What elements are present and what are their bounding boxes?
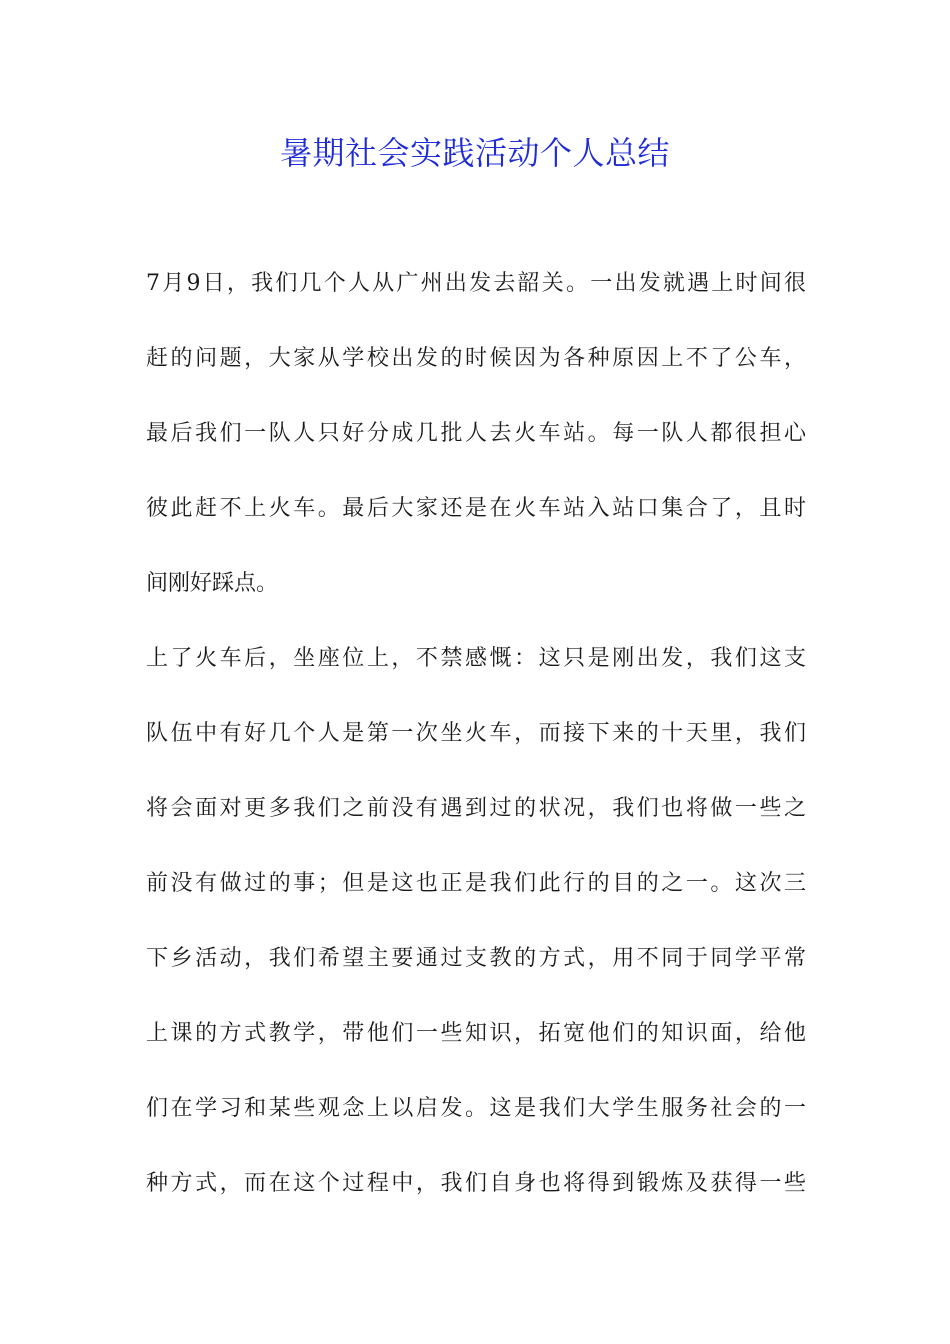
paragraph-1: [146, 262, 806, 637]
text-line: 们在学习和某些观念上以启发。这是我们大学生服务社会的一: [146, 1096, 806, 1121]
text-line: 下乡活动，我们希望主要通过支教的方式，用不同于同学平常: [146, 946, 806, 971]
text-line: 上了火车后，坐座位上，不禁感慨：这只是刚出发，我们这支: [146, 646, 806, 671]
document-body: [146, 262, 806, 1237]
text-line: 间刚好踩点。: [146, 571, 279, 596]
text-line: 7月9日，我们几个人从广州出发去韶关。一出发就遇上时间很: [146, 271, 806, 296]
text-line: 队伍中有好几个人是第一次坐火车，而接下来的十天里，我们: [146, 721, 806, 746]
text-line: 彼此赶不上火车。最后大家还是在火车站入站口集合了，且时: [146, 496, 806, 521]
text-line: 最后我们一队人只好分成几批人去火车站。每一队人都很担心: [146, 421, 806, 446]
text-line: 将会面对更多我们之前没有遇到过的状况，我们也将做一些之: [146, 796, 806, 821]
text-line: 种方式，而在这个过程中，我们自身也将得到锻炼及获得一些: [146, 1171, 806, 1196]
text-line: 前没有做过的事；但是这也正是我们此行的目的之一。这次三: [146, 871, 806, 896]
document-title: 暑期社会实践活动个人总结: [279, 134, 670, 172]
text-line: 赶的问题，大家从学校出发的时候因为各种原因上不了公车，: [146, 346, 806, 371]
paragraph-2: [146, 637, 806, 1237]
text-line: 上课的方式教学，带他们一些知识，拓宽他们的知识面，给他: [146, 1021, 806, 1046]
